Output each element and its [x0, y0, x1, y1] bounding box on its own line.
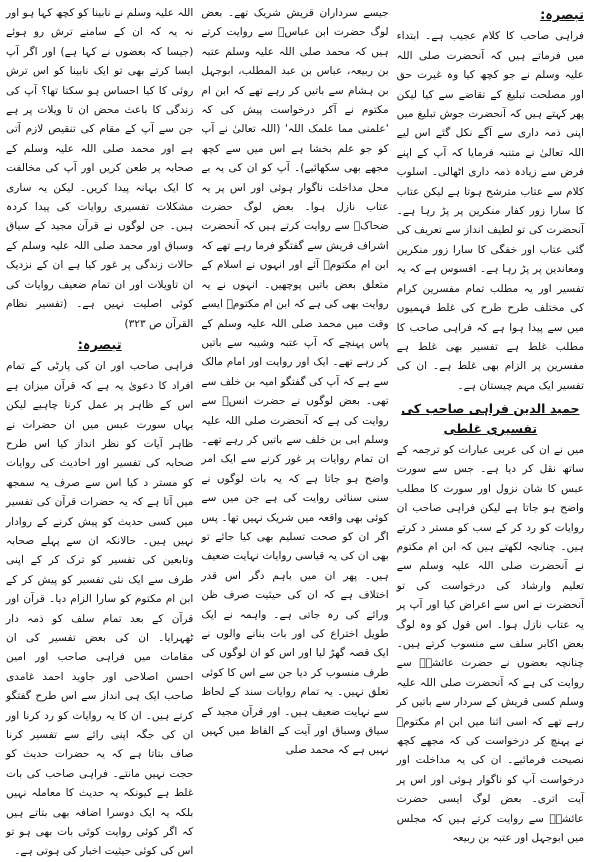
text-columns	[6, 4, 584, 858]
left-column	[6, 4, 194, 858]
quote-paragraph: اللہ علیہ وسلم نے نابینا کو کچھ کہا ہو اور نہ یہ کہ ان کے سامنے ترش رو ہوئے (جیسا کہ بعضوں نے کہا ہے) اور اگر آپ ایسا کرتے بھی تو ایک نابینا کو اس ترش روئی کا کیا احساس ہو سکتا تھا؟ آپ کی زندگی کا باعث محض ان تا ویلات پر ہے جن سے آپ کے مقام کی تنقیص لازم آتی ہے اور محمد صلی اللہ علیہ وسلم کے صحابہ پر طعن کریں اور آپ کی مخالفت کا ایک بہانہ پیدا کریں۔ لیکن یہ ساری مشکلات تفسیری روایات کی پیدا کردہ ہیں۔ جن لوگوں نے قرآن مجید کے سیاق وسباق اور محمد صلی اللہ علیہ وسلم کے حالات زندگی پر غور کیا ہے ان کے نزدیک ان تاویلات اور ان تمام ضعیف روایات کی کوئی اصلیت نہیں ہے۔ (تفسیر نظام القرآن ص ۳۲۳)	[6, 7, 194, 330]
narrations-paragraph: جیسے سرداران قریش شریک تھے۔ بعض لوگ حضرت ابن عباسؓ سے روایت کرتے ہیں کہ محمد صلی اللہ علیہ وسلم عتبہ بن ربیعہ، عباس بن عبد المطلب، ابوجہل بن ہشام سے باتیں کر رہے تھے کہ ابن ام مکتوم نے آکر درخواست پیش کی کہ 'علمنی مما علمک اللہ' (اللہ تعالیٰ نے آپ کو جو علم بخشا ہے اس میں سے کچھ مجھے بھی سکھائیے)۔ آپ کو ان کی یہ بے محل مداخلت ناگوار ہوئی اور اس پر یہ عتاب نازل ہوا۔ بعض لوگ حضرت ضحاکؒ سے روایت کرتے ہیں کہ آنحضرت اشراف قریش سے گفتگو فرما رہے تھے کہ ابن ام مکتومؓ آئے اور انہوں نے اسلام کے متعلق بعض باتیں پوچھیں۔ انہوں نے یہ روایت بھی کی ہے کہ ابن ام مکتومؓ ایسے وقت میں محمد صلی اللہ علیہ وسلم کے پاس پہنچے کہ آپ عتبہ وشیبہ سے باتیں کر رہے تھے۔ ایک اور روایت اور امام مالک سے ہے کہ آپ کی گفتگو امیہ بن خلف سے تھی۔ بعض لوگوں نے حضرت انسؓ سے روایت کی ہے کہ آنحضرت صلی اللہ علیہ وسلم ابی بن خلف سے باتیں کر رہے تھے۔ ان تمام روایات پر غور کرنے سے ایک امر واضح ہو جاتا ہے کہ یہ بات لوگوں نے سنی سنائی روایت کی ہے جن میں سے کوئی بھی واقعہ میں شریک نہیں تھا۔ پس اگر ان کو صحت تسلیم بھی کیا جائے تو بھی ان کی یہ قیاسی روایات نہایت ضعیف ہیں۔ پھر ان میں باہم دگر اس قدر اختلاف ہے کہ ان کی حیثیت صرف ظن ورائے کی رہ جاتی ہے۔ واہمہ نے ایک طویل اختراع کی اور بات بنانے والوں نے ایک قصہ گھڑ لیا اور اس کو ان لوگوں کی طرف منسوب کر دیا جن سے اس کا کوئی تعلق نہیں۔ یہ تمام روایات سند کے لحاظ سے نہایت ضعیف ہیں۔ اور قرآن مجید کے سیاق وسباق اور آیت کے الفاظ میں کہیں نہیں ہے کہ محمد صلی	[201, 7, 389, 757]
commentary-paragraph: فراہی صاحب کا کلام عجیب ہے۔ ابتداء میں فرماتے ہیں کہ آنحضرت صلی اللہ علیہ وسلم نے جو کچھ کیا وہ غیرت حق اور مصلحت تبلیغ کے تقاضے سے کیا لیکن پھر کہتے ہیں کہ آنحضرت جوش تبلیغ میں اپنی ذمہ داری سے آگے نکل گئے اس لیے اللہ تعالیٰ نے متنبہ فرمایا کہ آپ کے اپنے فرض سے زیادہ ذمہ داری اٹھالی۔ اسلوب کلام سے عتاب مترشح ہوتا ہے لیکن عتاب کا سارا زور کفار منکرین پر پڑ رہا ہے۔ آنحضرت کی تو لطیف انداز سے تعریف کی گئی عتاب اور خفگی کا سارا زور منکرین ومعاندین پر پڑ رہا ہے۔ افسوس ہے کہ یہ تفسیر اور یہ مطلب تمام مفسرین کرام کی مختلف طرح طرح کی غلط فہمیوں میں سے پیدا ہوا ہے کہ فراہی صاحب کا مطلب غلط ہے تفسیر بھی غلط ہے مفسرین پر الزام بھی غلط ہے۔ ان کی تفسیر ایک مہم چیستان ہے۔	[396, 30, 584, 392]
section-title: حمید الدین فراہی صاحب کی تفسیری غلطی	[401, 401, 580, 436]
commentary-paragraph-2: فراہی صاحب اور ان کی پارٹی کے تمام افراد کا دعویٰ یہ ہے کہ قرآن میزان ہے اس کے ظاہر پر عمل کرنا چاہیے لیکن یہاں سورت عبس میں ان حضرات نے ظاہر آیات کو نظر انداز کیا اس طرح صحابہ کی تفسیر اور احادیث کی روایات کو مستر د کیا اس سے صرف یہ سمجھ میں آتا ہے کہ یہ حضرات قرآن کی تفسیر میں کسی حدیث کو پیش کرنے کے روادار نہیں ہیں۔ حالانکہ ان سے پہلے صحابہ وتابعین کی تفسیر کو ترک کر کے اپنی طرف سے ایک نئی تفسیر کو پیش کر کے ابن ام مکتوم کو سارا الزام دیا۔ قرآن اور قرآن کے بعد تمام سلف کو ذمہ دار ٹھہرایا۔ ان کی بعض تفسیر کی ان مقامات میں فراہی صاحب اور امین احسن اصلاحی اور جاوید احمد غامدی صاحب ایک ہی انداز سے اس طرح گفتگو کرتے ہیں۔ ان کا یہ روایات کو رد کرنا اور ان کی جگہ اپنی رائے سے تفسیر کرنا صاف بتاتا ہے کہ یہ حضرات حدیث کو حجت نہیں مانتے۔ فراہی صاحب کی بات غلط ہے کیونکہ یہ حدیث کا معاملہ نہیں بلکہ یہ ایک دوسرا اضافہ بھی بتاتے ہیں کہ اگر کوئی روایت کوئی بات بھی ہو تو اس کی کوئی حیثیت اخبار کی ہوتی ہے۔	[6, 360, 194, 858]
commentary-heading-2: تبصرہ:	[77, 337, 122, 353]
middle-column	[201, 4, 388, 764]
section-paragraph: میں نے ان کی عربی عبارات کو ترجمہ کے ساتھ نقل کر دیا ہے۔ جس سے سورت عبس کا شان نزول اور سورت کا مطلب واضح ہو جاتا ہے لیکن فراہی صاحب ان روایات کو رد کر کے سب کو مستر د کرتے ہیں۔ چنانچہ لکھتے ہیں کہ ابن ام مکتوم نے آنحضرت صلی اللہ علیہ وسلم سے تعلیم وارشاد کی درخواست کی تو آنحضرت نے اس سے اعراض کیا اور آپ پر یہ عتاب نازل ہوا۔ اس قول کو وہ لوگ بعض اکابر سلف سے منسوب کرتے ہیں۔ چنانچہ بعضوں نے حضرت عائشہؓ سے روایت کی ہے کہ آنحضرت صلی اللہ علیہ وسلم کسی قریش کے سردار سے باتیں کر رہے تھے کہ اسی اثنا میں ابن ام مکتومؓ نے پہنچ کر درخواست کی کہ مجھے کچھ نصیحت فرمائیے۔ ان کی یہ مداخلت اور درخواست آپ کو ناگوار ہوئی اور اس پر آیت اتری۔ بعض لوگ ایسی حضرت عائشہؓ سے روایت کرتے ہیں کہ مجلس میں ابوجہل اور عتبہ بن ربیعہ	[396, 443, 584, 845]
commentary-heading: تبصرہ:	[540, 8, 584, 23]
right-column	[396, 4, 584, 845]
